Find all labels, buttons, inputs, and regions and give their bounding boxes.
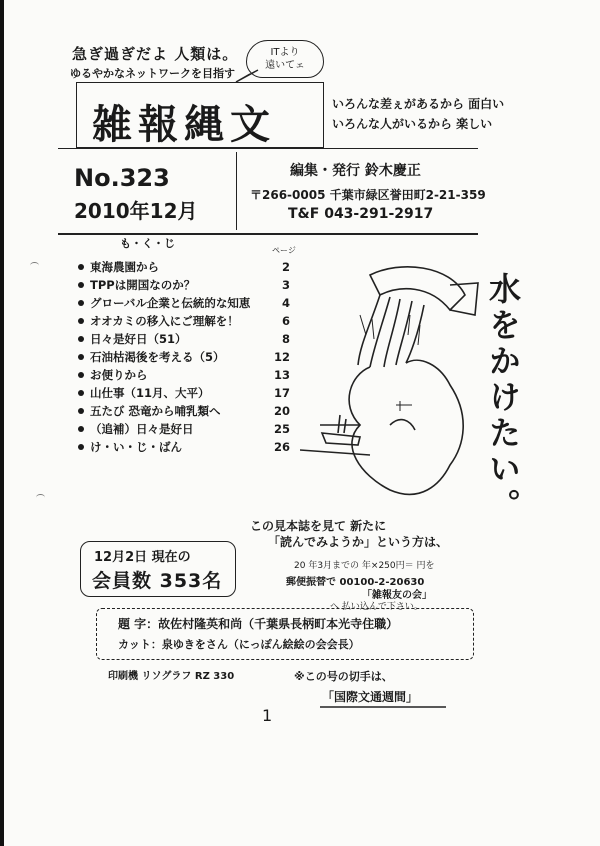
- faucet-island-illustration: [300, 255, 490, 505]
- toc-page-note: ページ: [272, 246, 296, 255]
- member-count-label: 12月2日 現在の: [94, 550, 191, 565]
- tagline-1: 急ぎ過ぎだよ 人類は。: [72, 45, 239, 63]
- bubble-line-2: 遠いてェ: [265, 60, 305, 71]
- toc-item: [78, 258, 290, 276]
- bullet-icon: [78, 264, 84, 270]
- account-name: 「雑報友の会」: [362, 590, 432, 601]
- postal-transfer-line: 郵便振替で 00100-2-20630: [286, 577, 425, 588]
- bullet-icon: [78, 444, 84, 450]
- toc-item-page: 13: [273, 368, 290, 382]
- promo-line-1: この見本誌を見て 新たに: [250, 519, 387, 533]
- title-calligraphy-credit: 題 字：故佐村隆英和尚（千葉県長柄町本光寺住職）: [118, 617, 399, 631]
- bullet-icon: [78, 336, 84, 342]
- toc-item: [78, 438, 290, 456]
- toc-item-label: [78, 403, 221, 419]
- toc-item-label: [78, 295, 250, 311]
- toc-item-label: [78, 385, 210, 401]
- motto-line-1: いろんな差ぇがあるから 面白い: [332, 97, 505, 111]
- page-number: 1: [262, 706, 273, 725]
- toc-item: [78, 366, 290, 384]
- toc-item: [78, 420, 290, 438]
- toc-item-page: 25: [273, 422, 290, 436]
- toc-item-page: 20: [273, 404, 290, 418]
- bullet-icon: [78, 354, 84, 360]
- printer-note: 印刷機 リソグラフ RZ 330: [108, 671, 235, 682]
- page-edge: [0, 0, 4, 846]
- toc-item-text: 日々是好日（51）: [90, 332, 187, 346]
- issue-date: 2010年12月: [74, 199, 198, 223]
- table-of-contents: [78, 258, 290, 456]
- bullet-icon: [78, 408, 84, 414]
- toc-item-page: 26: [273, 440, 290, 454]
- newsletter-title: 雑報縄文: [92, 101, 276, 148]
- toc-item-text: 山仕事（11月、大平）: [90, 386, 210, 400]
- motto-line-2: いろんな人がいるから 楽しい: [332, 117, 493, 131]
- toc-item-label: [78, 277, 195, 293]
- toc-item-text: TPPは開国なのか？: [90, 278, 196, 292]
- toc-item: [78, 330, 290, 348]
- bullet-icon: [78, 318, 84, 324]
- stamp-name: 「国際文通週間」: [322, 690, 419, 704]
- editor-line: 編集・発行 鈴木慶正: [290, 163, 421, 179]
- toc-item-page: 12: [273, 350, 290, 364]
- toc-item-text: け・い・じ・ばん: [90, 440, 182, 454]
- punch-hole-mark: [30, 262, 39, 269]
- toc-item-page: 4: [281, 296, 290, 310]
- toc-item-page: 3: [281, 278, 290, 292]
- toc-item-text: オオカミの移入にご理解を！: [90, 314, 239, 328]
- toc-item: [78, 402, 290, 420]
- payment-amount-line: 20 年3月までの 年×250円＝ 円を: [294, 561, 435, 571]
- stamp-underline: [318, 704, 448, 710]
- toc-item: [78, 312, 290, 330]
- toc-item-label: [78, 331, 187, 347]
- promo-line-2: 「読んでみようか」という方は、: [268, 535, 449, 549]
- toc-item-page: 6: [281, 314, 290, 328]
- stamp-note: ※この号の切手は、: [294, 670, 393, 683]
- payment-instruction: へ 払い込んで下さい。: [330, 602, 423, 612]
- bullet-icon: [78, 282, 84, 288]
- toc-item: [78, 276, 290, 294]
- info-divider: [236, 152, 237, 230]
- toc-item-page: 2: [281, 260, 290, 274]
- toc-item-label: [78, 421, 194, 437]
- toc-item-label: [78, 259, 159, 275]
- toc-item-label: [78, 349, 225, 365]
- toc-item-text: 石油枯渇後を考える（5）: [90, 350, 225, 364]
- bullet-icon: [78, 426, 84, 432]
- toc-item-label: [78, 367, 148, 383]
- illustration-caption: 水をかけたい。: [484, 272, 522, 524]
- issue-number: No.323: [74, 164, 170, 192]
- punch-hole-mark: [36, 494, 45, 501]
- toc-title: も・く・じ: [120, 237, 175, 250]
- cut-illustration-credit: カット：泉ゆきをさん（にっぽん絵絵の会会長）: [118, 638, 360, 651]
- toc-item-text: グローバル企業と伝統的な知恵: [90, 296, 251, 310]
- bullet-icon: [78, 390, 84, 396]
- bubble-line-1: ITより: [270, 47, 300, 58]
- phone-fax-line: T&F 043-291-2917: [288, 206, 434, 222]
- toc-item-label: [78, 439, 182, 455]
- address-line: 〒266-0005 千葉市緑区誉田町2-21-359: [250, 188, 486, 202]
- toc-item-text: 五たび 恐竜から哺乳類へ: [90, 404, 221, 418]
- toc-item: [78, 348, 290, 366]
- member-count-value: 会員数 353名: [92, 570, 223, 592]
- toc-item: [78, 294, 290, 312]
- toc-item: [78, 384, 290, 402]
- bullet-icon: [78, 300, 84, 306]
- tagline-2: ゆるやかなネットワークを目指す: [70, 67, 235, 80]
- toc-item-text: 東海農園から: [90, 260, 159, 274]
- bullet-icon: [78, 372, 84, 378]
- toc-item-text: （追補）日々是好日: [90, 422, 194, 436]
- toc-item-label: [78, 313, 239, 329]
- toc-item-page: 8: [281, 332, 290, 346]
- toc-item-text: お便りから: [90, 368, 148, 382]
- toc-item-page: 17: [273, 386, 290, 400]
